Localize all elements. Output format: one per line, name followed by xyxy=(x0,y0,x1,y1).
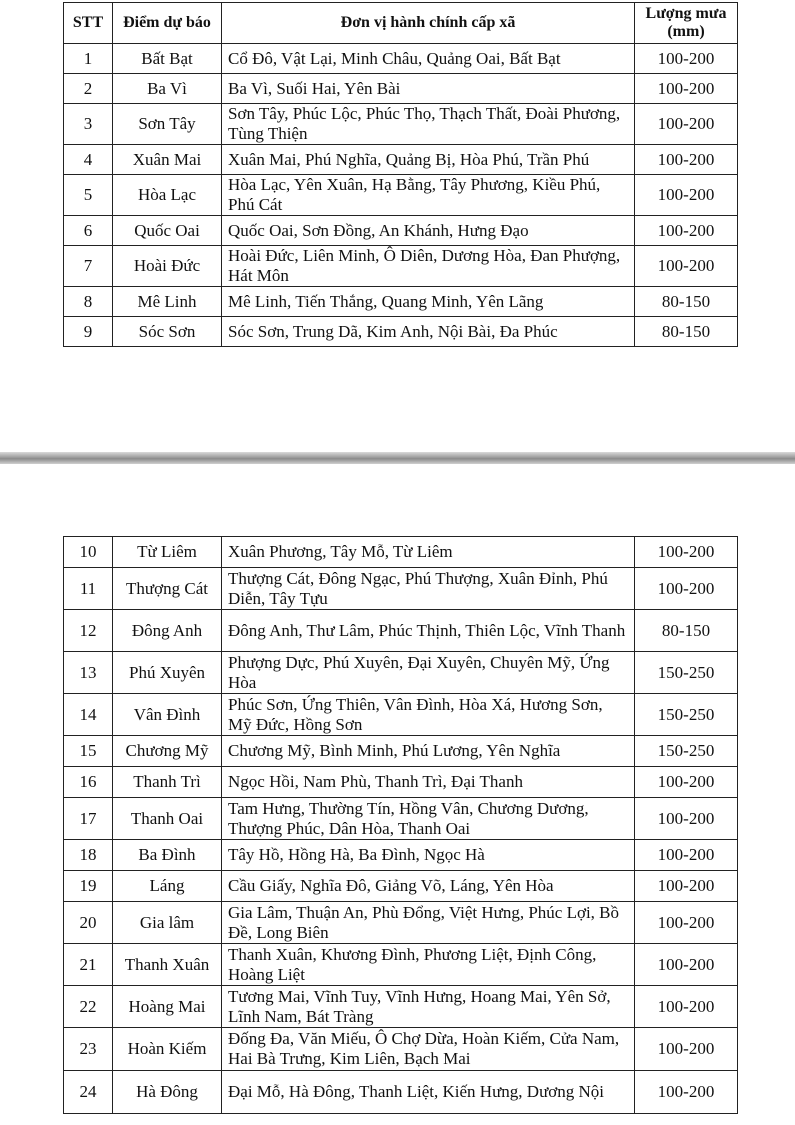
cell-admin-units: Thanh Xuân, Khương Đình, Phương Liệt, Định Công, Hoàng Liệt xyxy=(222,944,635,986)
cell-stt: 3 xyxy=(64,104,113,145)
cell-rainfall: 100-200 xyxy=(635,175,738,216)
table-row xyxy=(64,986,738,1028)
table-row xyxy=(64,287,738,317)
table-row xyxy=(64,1028,738,1071)
cell-admin-units: Đông Anh, Thư Lâm, Phúc Thịnh, Thiên Lộc, Vĩnh Thanh xyxy=(222,610,635,652)
cell-forecast-point: Sóc Sơn xyxy=(113,317,222,347)
cell-rainfall: 80-150 xyxy=(635,287,738,317)
cell-admin-units: Cổ Đô, Vật Lại, Minh Châu, Quảng Oai, Bất Bạt xyxy=(222,44,635,74)
table-row xyxy=(64,44,738,74)
cell-forecast-point: Từ Liêm xyxy=(113,537,222,568)
cell-stt: 21 xyxy=(64,944,113,986)
cell-rainfall: 80-150 xyxy=(635,317,738,347)
table-row xyxy=(64,798,738,840)
cell-stt: 6 xyxy=(64,216,113,246)
cell-stt: 16 xyxy=(64,767,113,798)
cell-forecast-point: Đông Anh xyxy=(113,610,222,652)
cell-forecast-point: Thanh Trì xyxy=(113,767,222,798)
header-admin-units: Đơn vị hành chính cấp xã xyxy=(222,3,635,44)
table-row xyxy=(64,610,738,652)
cell-forecast-point: Vân Đình xyxy=(113,694,222,736)
table-row xyxy=(64,317,738,347)
cell-stt: 13 xyxy=(64,652,113,694)
table-row xyxy=(64,652,738,694)
cell-rainfall: 100-200 xyxy=(635,74,738,104)
header-stt: STT xyxy=(64,3,113,44)
cell-rainfall: 100-200 xyxy=(635,246,738,287)
cell-stt: 19 xyxy=(64,871,113,902)
cell-forecast-point: Gia lâm xyxy=(113,902,222,944)
cell-stt: 5 xyxy=(64,175,113,216)
cell-forecast-point: Bất Bạt xyxy=(113,44,222,74)
cell-admin-units: Chương Mỹ, Bình Minh, Phú Lương, Yên Nghĩa xyxy=(222,736,635,767)
cell-rainfall: 100-200 xyxy=(635,1071,738,1114)
cell-forecast-point: Quốc Oai xyxy=(113,216,222,246)
cell-admin-units: Ba Vì, Suối Hai, Yên Bài xyxy=(222,74,635,104)
cell-stt: 15 xyxy=(64,736,113,767)
cell-stt: 14 xyxy=(64,694,113,736)
page-separator xyxy=(0,452,795,464)
cell-stt: 10 xyxy=(64,537,113,568)
cell-admin-units: Sóc Sơn, Trung Dã, Kim Anh, Nội Bài, Đa Phúc xyxy=(222,317,635,347)
cell-admin-units: Tây Hồ, Hồng Hà, Ba Đình, Ngọc Hà xyxy=(222,840,635,871)
cell-forecast-point: Láng xyxy=(113,871,222,902)
table-row xyxy=(64,74,738,104)
table-row xyxy=(64,568,738,610)
rainfall-table-page-1 xyxy=(63,2,738,347)
cell-stt: 22 xyxy=(64,986,113,1028)
cell-forecast-point: Chương Mỹ xyxy=(113,736,222,767)
cell-rainfall: 100-200 xyxy=(635,537,738,568)
cell-rainfall: 100-200 xyxy=(635,568,738,610)
cell-rainfall: 100-200 xyxy=(635,216,738,246)
cell-forecast-point: Thanh Oai xyxy=(113,798,222,840)
cell-admin-units: Tương Mai, Vĩnh Tuy, Vĩnh Hưng, Hoang Mai, Yên Sở, Lĩnh Nam, Bát Tràng xyxy=(222,986,635,1028)
cell-stt: 7 xyxy=(64,246,113,287)
rainfall-table-page-2 xyxy=(63,536,738,1114)
cell-rainfall: 100-200 xyxy=(635,944,738,986)
cell-forecast-point: Thượng Cát xyxy=(113,568,222,610)
header-rainfall: Lượng mưa (mm) xyxy=(635,3,738,44)
cell-forecast-point: Hoàng Mai xyxy=(113,986,222,1028)
cell-forecast-point: Xuân Mai xyxy=(113,145,222,175)
table-body xyxy=(64,44,738,347)
cell-rainfall: 100-200 xyxy=(635,1028,738,1071)
cell-rainfall: 100-200 xyxy=(635,840,738,871)
table-row xyxy=(64,175,738,216)
cell-forecast-point: Hà Đông xyxy=(113,1071,222,1114)
table-row xyxy=(64,1071,738,1114)
table-row xyxy=(64,944,738,986)
cell-admin-units: Gia Lâm, Thuận An, Phù Đổng, Việt Hưng, Phúc Lợi, Bồ Đề, Long Biên xyxy=(222,902,635,944)
cell-rainfall: 150-250 xyxy=(635,694,738,736)
cell-stt: 12 xyxy=(64,610,113,652)
cell-rainfall: 100-200 xyxy=(635,902,738,944)
table-row xyxy=(64,216,738,246)
cell-stt: 9 xyxy=(64,317,113,347)
cell-forecast-point: Thanh Xuân xyxy=(113,944,222,986)
cell-stt: 24 xyxy=(64,1071,113,1114)
cell-forecast-point: Mê Linh xyxy=(113,287,222,317)
cell-admin-units: Thượng Cát, Đông Ngạc, Phú Thượng, Xuân Đỉnh, Phú Diễn, Tây Tựu xyxy=(222,568,635,610)
cell-forecast-point: Ba Đình xyxy=(113,840,222,871)
cell-admin-units: Quốc Oai, Sơn Đồng, An Khánh, Hưng Đạo xyxy=(222,216,635,246)
cell-rainfall: 150-250 xyxy=(635,652,738,694)
cell-forecast-point: Hòa Lạc xyxy=(113,175,222,216)
cell-admin-units: Hoài Đức, Liên Minh, Ô Diên, Dương Hòa, Đan Phượng, Hát Môn xyxy=(222,246,635,287)
cell-admin-units: Xuân Phương, Tây Mỗ, Từ Liêm xyxy=(222,537,635,568)
table-row xyxy=(64,840,738,871)
cell-rainfall: 150-250 xyxy=(635,736,738,767)
cell-rainfall: 100-200 xyxy=(635,871,738,902)
cell-stt: 8 xyxy=(64,287,113,317)
cell-admin-units: Tam Hưng, Thường Tín, Hồng Vân, Chương Dương, Thượng Phúc, Dân Hòa, Thanh Oai xyxy=(222,798,635,840)
cell-stt: 1 xyxy=(64,44,113,74)
table-row xyxy=(64,736,738,767)
cell-admin-units: Đống Đa, Văn Miếu, Ô Chợ Dừa, Hoàn Kiếm, Cửa Nam, Hai Bà Trưng, Kim Liên, Bạch Mai xyxy=(222,1028,635,1071)
table-row xyxy=(64,145,738,175)
table-row xyxy=(64,902,738,944)
table-row xyxy=(64,871,738,902)
cell-rainfall: 100-200 xyxy=(635,145,738,175)
cell-rainfall: 100-200 xyxy=(635,44,738,74)
table-header-row xyxy=(64,3,738,44)
table-row xyxy=(64,537,738,568)
cell-stt: 20 xyxy=(64,902,113,944)
cell-stt: 18 xyxy=(64,840,113,871)
cell-admin-units: Ngọc Hồi, Nam Phù, Thanh Trì, Đại Thanh xyxy=(222,767,635,798)
cell-rainfall: 100-200 xyxy=(635,986,738,1028)
cell-admin-units: Cầu Giấy, Nghĩa Đô, Giảng Võ, Láng, Yên Hòa xyxy=(222,871,635,902)
cell-admin-units: Sơn Tây, Phúc Lộc, Phúc Thọ, Thạch Thất, Đoài Phương, Tùng Thiện xyxy=(222,104,635,145)
table-row xyxy=(64,246,738,287)
table-row xyxy=(64,694,738,736)
table-row xyxy=(64,767,738,798)
cell-rainfall: 100-200 xyxy=(635,767,738,798)
cell-admin-units: Phượng Dực, Phú Xuyên, Đại Xuyên, Chuyên Mỹ, Ứng Hòa xyxy=(222,652,635,694)
cell-admin-units: Hòa Lạc, Yên Xuân, Hạ Bằng, Tây Phương, Kiều Phú, Phú Cát xyxy=(222,175,635,216)
cell-stt: 17 xyxy=(64,798,113,840)
cell-admin-units: Xuân Mai, Phú Nghĩa, Quảng Bị, Hòa Phú, Trần Phú xyxy=(222,145,635,175)
cell-rainfall: 80-150 xyxy=(635,610,738,652)
cell-forecast-point: Sơn Tây xyxy=(113,104,222,145)
cell-admin-units: Đại Mỗ, Hà Đông, Thanh Liệt, Kiến Hưng, Dương Nội xyxy=(222,1071,635,1114)
cell-admin-units: Phúc Sơn, Ứng Thiên, Vân Đình, Hòa Xá, Hương Sơn, Mỹ Đức, Hồng Sơn xyxy=(222,694,635,736)
table-row xyxy=(64,104,738,145)
cell-forecast-point: Phú Xuyên xyxy=(113,652,222,694)
cell-rainfall: 100-200 xyxy=(635,798,738,840)
cell-forecast-point: Ba Vì xyxy=(113,74,222,104)
cell-stt: 2 xyxy=(64,74,113,104)
cell-stt: 23 xyxy=(64,1028,113,1071)
cell-forecast-point: Hoài Đức xyxy=(113,246,222,287)
cell-rainfall: 100-200 xyxy=(635,104,738,145)
header-forecast-point: Điểm dự báo xyxy=(113,3,222,44)
cell-forecast-point: Hoàn Kiếm xyxy=(113,1028,222,1071)
cell-stt: 4 xyxy=(64,145,113,175)
table-body xyxy=(64,537,738,1114)
cell-stt: 11 xyxy=(64,568,113,610)
cell-admin-units: Mê Linh, Tiến Thắng, Quang Minh, Yên Lãng xyxy=(222,287,635,317)
